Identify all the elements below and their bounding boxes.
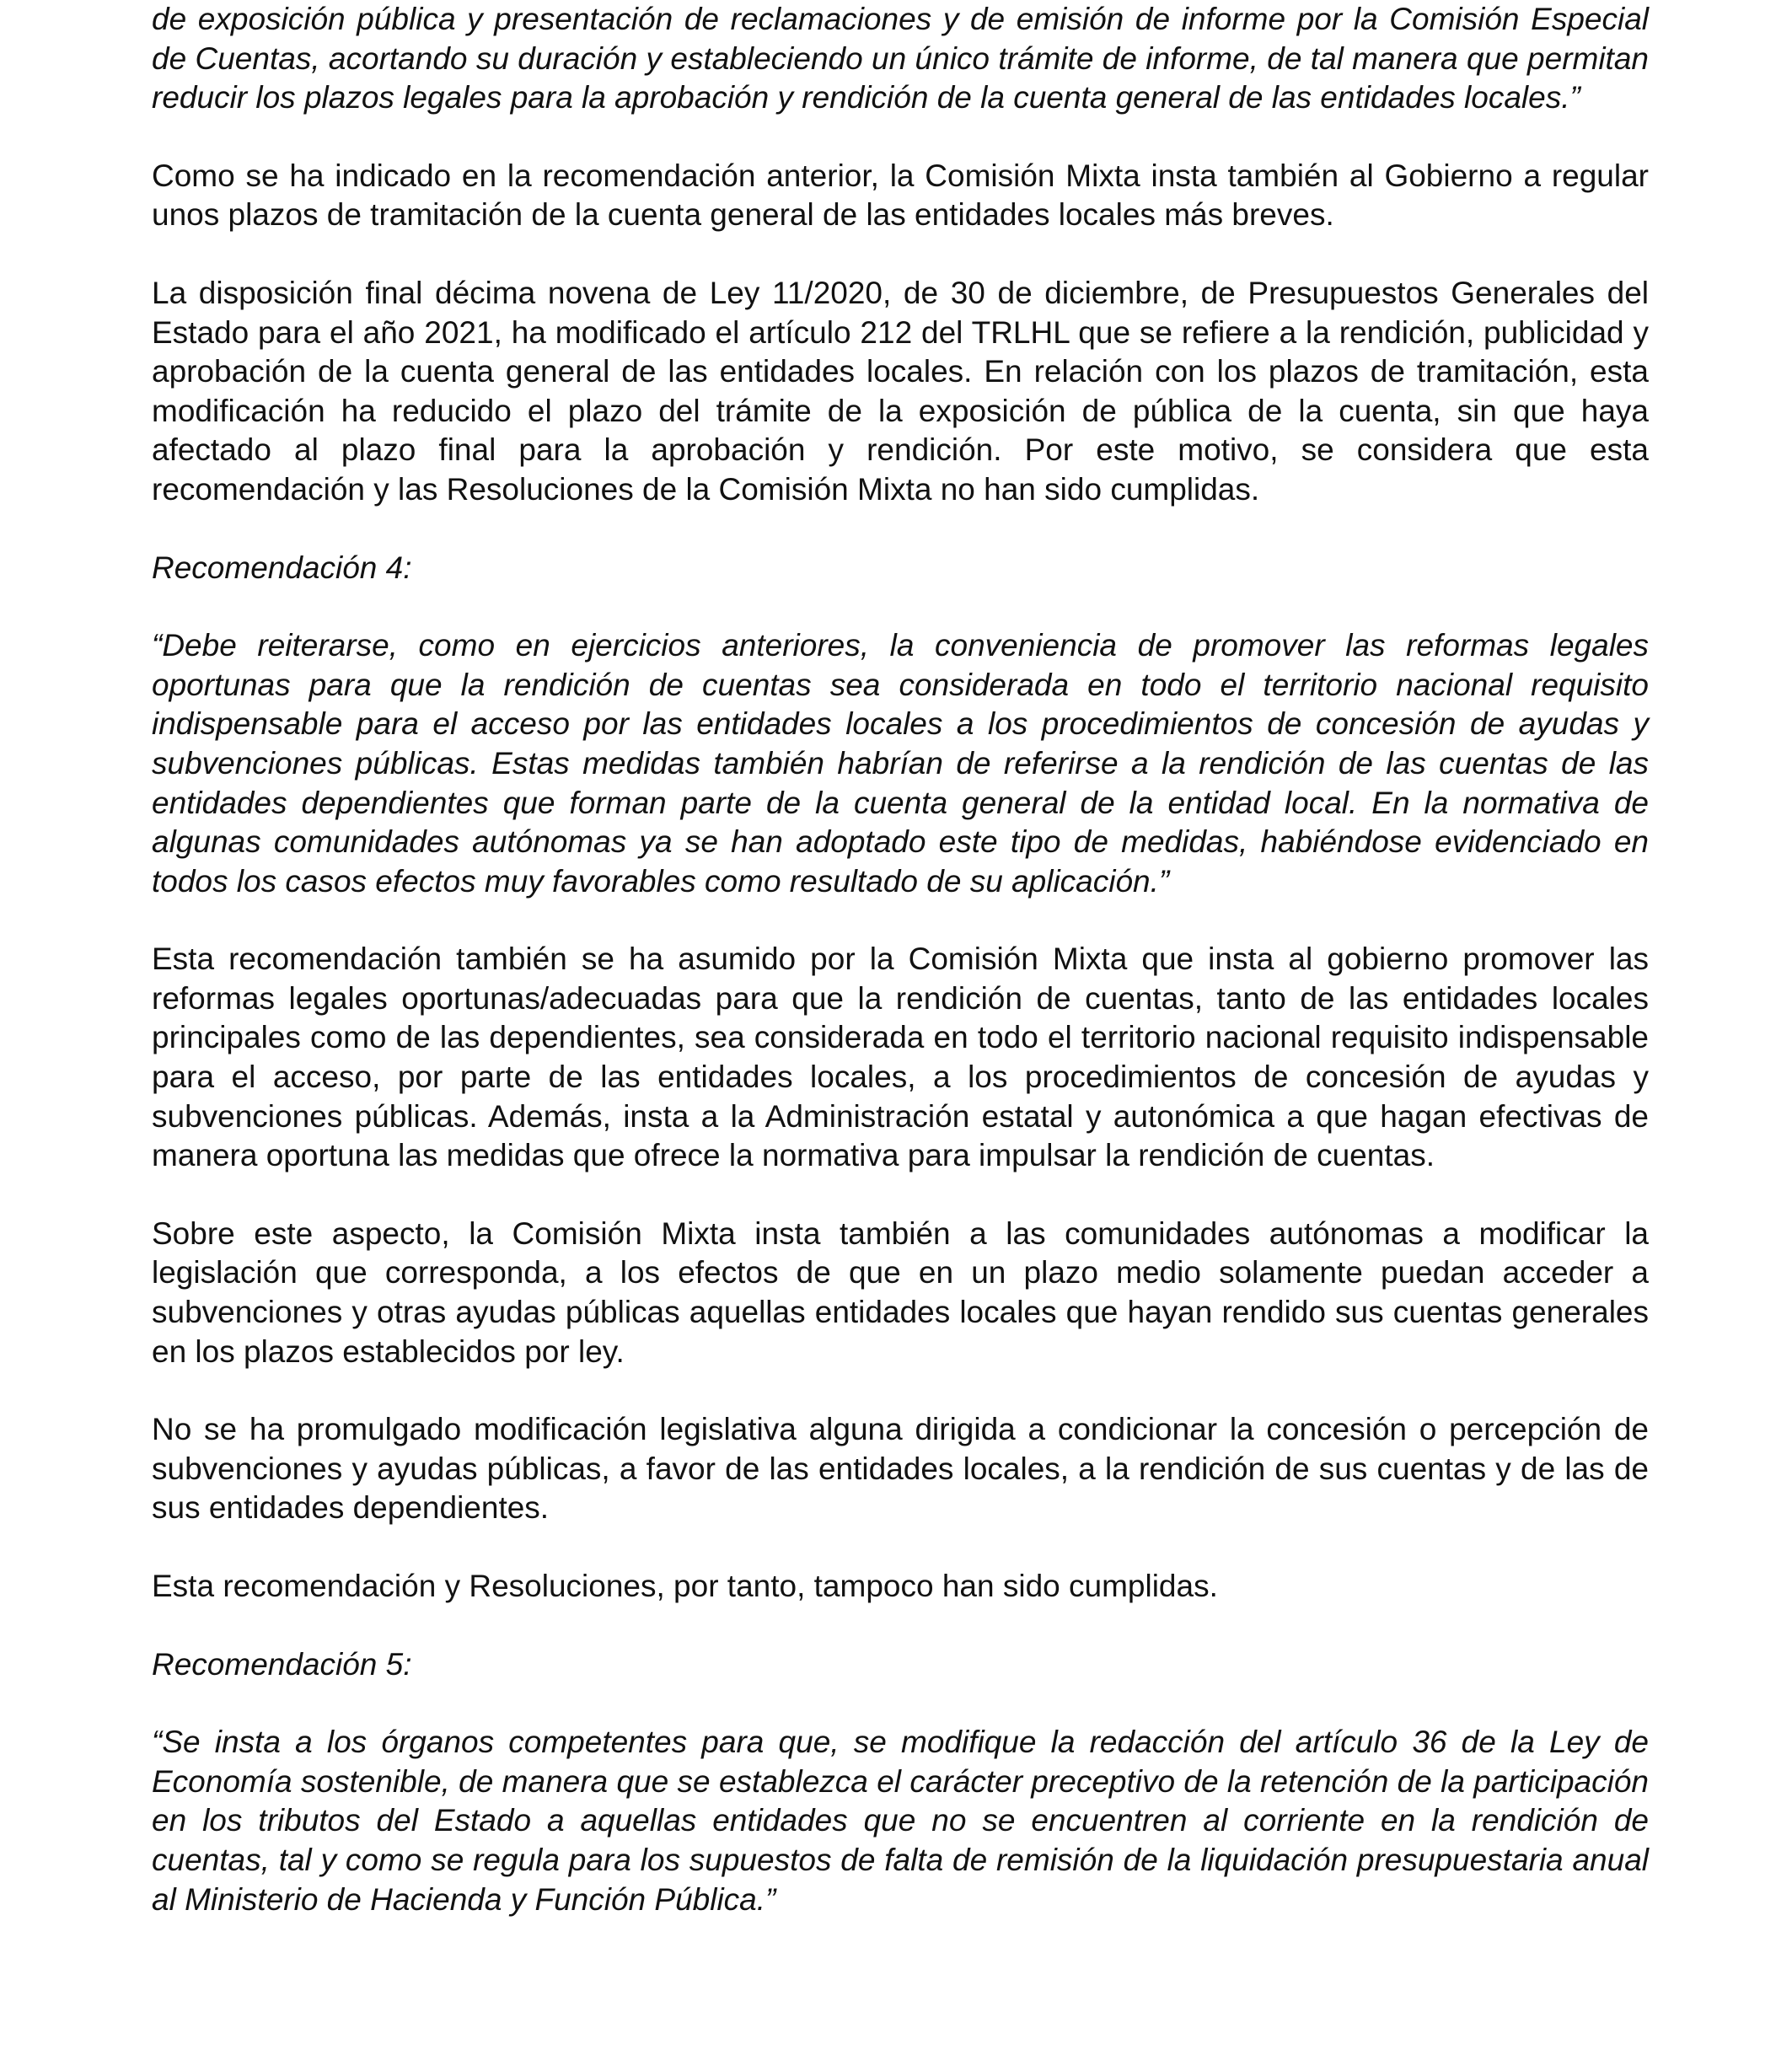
- paragraph-commission-shorter-deadlines: Como se ha indicado en la recomendación anterior, la Comisión Mixta insta también al Gobierno a regular unos plazos de tramitación de la cuenta general de las entidades locales más breves.: [152, 158, 1649, 233]
- paragraph-recomendacion-5-quote: “Se insta a los órganos competentes para que, se modifique la redacción del artículo 36 de la Ley de Economía sostenible, de manera que se establezca el carácter preceptivo de la retención de la participación en los tributos del Estado a aquellas entidades que no se encuentren al corriente en la rendición de cuentas, tal y como se regula para los supuestos de falta de remisión de la liquidación presupuestaria anual al Ministerio de Hacienda y Función Pública.”: [152, 1725, 1649, 1917]
- paragraph-no-legislative-change: No se ha promulgado modificación legislativa alguna dirigida a condicionar la concesión o percepción de subvenciones y ayudas públicas, a favor de las entidades locales, a la rendición de sus cuentas y de las de sus entidades dependientes.: [152, 1412, 1649, 1526]
- paragraph-commission-reforms: Esta recomendación también se ha asumido por la Comisión Mixta que insta al gobierno promover las reformas legales oportunas/adecuadas para que la rendición de cuentas, tanto de las entidades locales principales como de las dependientes, sea considerada en todo el territorio nacional requisito indispensable para el acceso, por parte de las entidades locales, a los procedimientos de concesión de ayudas y subvenciones públicas. Además, insta a la Administración estatal y autonómica a que hagan efectivas de manera oportuna las medidas que ofrece la normativa para impulsar la rendición de cuentas.: [152, 942, 1649, 1173]
- paragraph-law-11-2020: La disposición final décima novena de Ley 11/2020, de 30 de diciembre, de Presupuestos Generales del Estado para el año 2021, ha modificado el artículo 212 del TRLHL que se refiere a la rendición, publicidad y aprobación de la cuenta general de las entidades locales. En relación con los plazos de tramitación, esta modificación ha reducido el plazo del trámite de la exposición de pública de la cuenta, sin que haya afectado al plazo final para la aprobación y rendición. Por este motivo, se considera que esta recomendación y las Resoluciones de la Comisión Mixta no han sido cumplidas.: [152, 275, 1649, 507]
- document-page: [152, 0, 1649, 1958]
- paragraph-recomendacion-4-quote: “Debe reiterarse, como en ejercicios anteriores, la conveniencia de promover las reformas legales oportunas para que la rendición de cuentas sea considerada en todo el territorio nacional requisito indispensable para el acceso por las entidades locales a los procedimientos de concesión de ayudas y subvenciones públicas. Estas medidas también habrían de referirse a la rendición de las cuentas de las entidades dependientes que forman parte de la cuenta general de la entidad local. En la normativa de algunas comunidades autónomas ya se han adoptado este tipo de medidas, habiéndose evidenciado en todos los casos efectos muy favorables como resultado de su aplicación.”: [152, 628, 1649, 899]
- paragraph-not-fulfilled: Esta recomendación y Resoluciones, por tanto, tampoco han sido cumplidas.: [152, 1569, 1218, 1603]
- paragraph-autonomous-communities: Sobre este aspecto, la Comisión Mixta insta también a las comunidades autónomas a modificar la legislación que corresponda, a los efectos de que en un plazo medio solamente puedan acceder a subvenciones y otras ayudas públicas aquellas entidades locales que hayan rendido sus cuentas generales en los plazos establecidos por ley.: [152, 1215, 1649, 1369]
- heading-recomendacion-5: Recomendación 5:: [152, 1646, 412, 1682]
- heading-recomendacion-4: Recomendación 4:: [152, 550, 412, 585]
- paragraph-quote-continuation: de exposición pública y presentación de reclamaciones y de emisión de informe por la Comisión Especial de Cuentas, acortando su duración y estableciendo un único trámite de informe, de tal manera que permitan reducir los plazos legales para la aprobación y rendición de la cuenta general de las entidades locales.”: [152, 2, 1649, 115]
